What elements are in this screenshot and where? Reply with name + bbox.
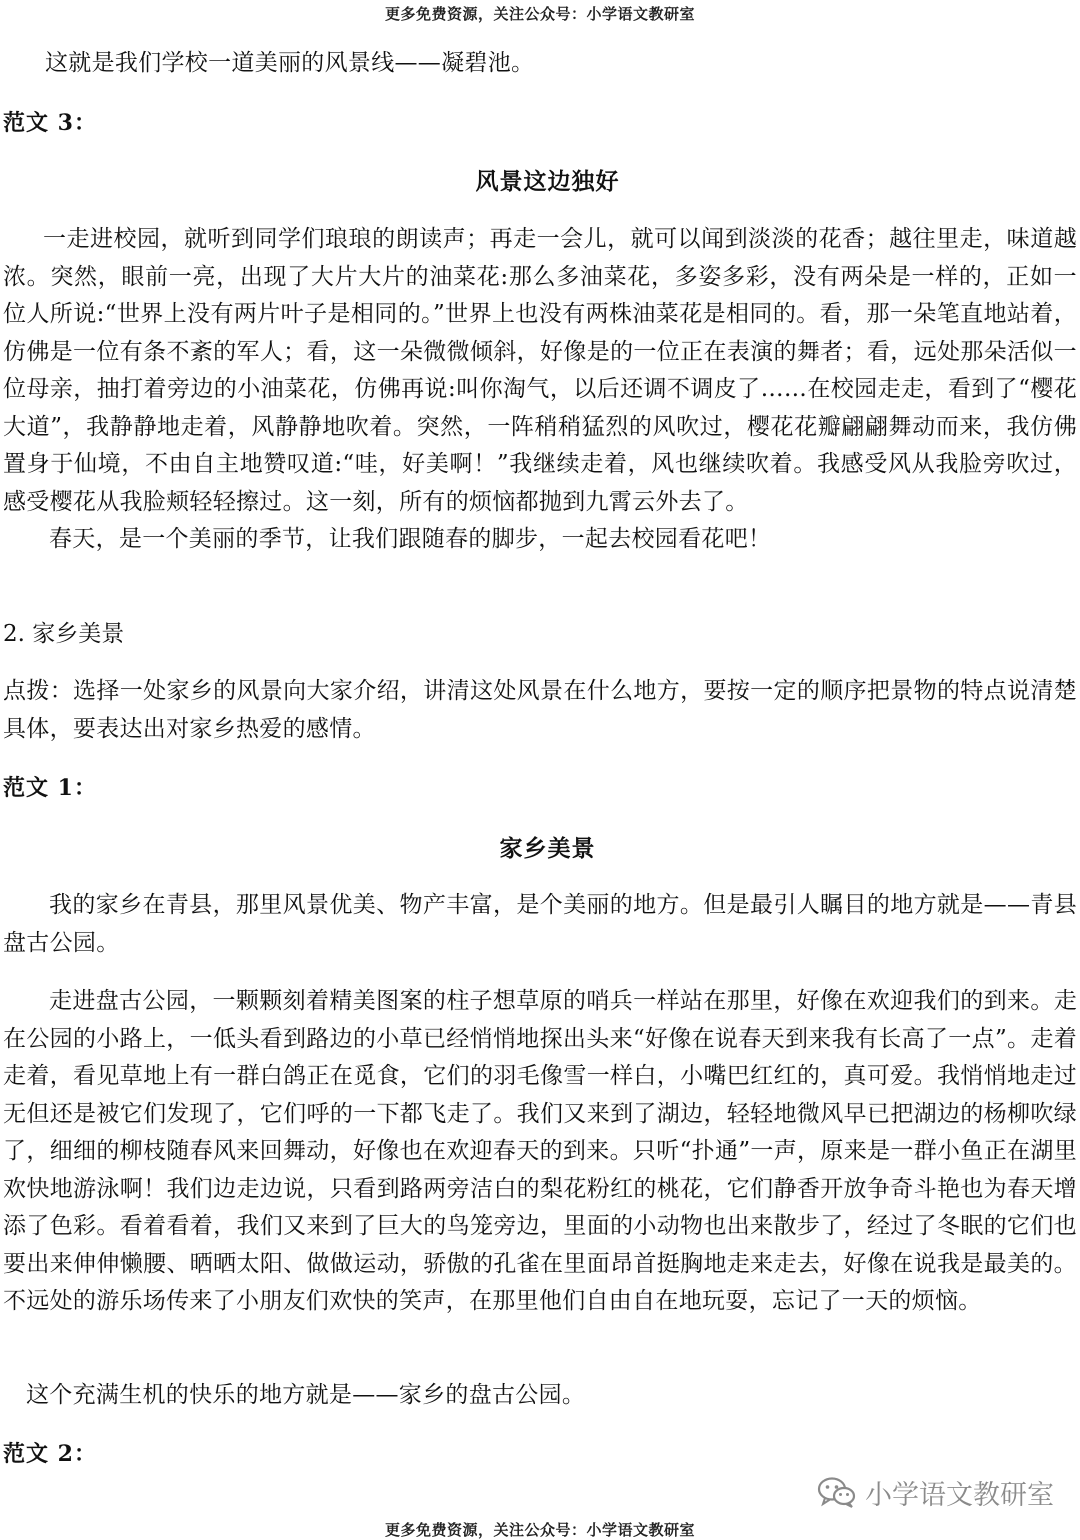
essay1-closing-block — [3, 1377, 1077, 1415]
watermark — [817, 1472, 1054, 1512]
essay3-label: 范文 3： — [3, 110, 97, 136]
section-tip-block — [3, 673, 1077, 748]
essay3-body — [3, 221, 1077, 559]
essay1-paragraph-2: 走进盘古公园，一颗颗刻着精美图案的柱子想草原的哨兵一样站在那里，好像在欢迎我们的到来。走在公园的小路上，一低头看到路边的小草已经悄悄地探出头来“好像在说春天到来我有长高了一点”。走着走着，看见草地上有一群白鸽正在觅食，它们的羽毛像雪一样白，小嘴巴红红的，真可爱。我悄悄地走过无但还是被它们发现了，它们呼的一下都飞走了。我们又来到了湖边，轻轻地微风早已把湖边的杨柳吹绿了，细细的柳枝随春风来回舞动，好像也在欢迎春天的到来。只听“扑通”一声，原来是一群小鱼正在湖里欢快地游泳啊！我们边走边说，只看到路两旁洁白的梨花粉红的桃花，它们静香开放争奇斗艳也为春天增添了色彩。看着看着，我们又来到了巨大的鸟笼旁边，里面的小动物也出来散步了，经过了冬眠的它们也要出来伸伸懒腰、晒晒太阳、做做运动，骄傲的孔雀在里面昂首挺胸地走来走去，好像在说我是最美的。不远处的游乐场传来了小朋友们欢快的笑声，在那里他们自由自在地玩耍，忘记了一天的烦恼。 — [3, 988, 1077, 1314]
essay3-paragraph-2: 春天，是一个美丽的季节，让我们跟随春的脚步，一起去校园看花吧！ — [49, 526, 772, 552]
essay1-intro-block — [3, 887, 1077, 962]
essay1-title: 家乡美景 — [499, 835, 596, 862]
essay3-title: 风景这边独好 — [475, 168, 620, 195]
essay2-label: 范文 2： — [3, 1441, 97, 1467]
page-header: 更多免费资源，关注公众号：小学语文教研室 — [384, 5, 695, 23]
watermark-text: 小学语文教研室 — [865, 1479, 1054, 1511]
essay1-paragraph-1: 我的家乡在青县，那里风景优美、物产丰富，是个美丽的地方。但是最引人瞩目的地方就是——青县盘古公园。 — [3, 892, 1077, 956]
essay1-label: 范文 1： — [3, 775, 97, 801]
wechat-icon — [817, 1475, 857, 1509]
intro-line-block — [3, 45, 1077, 83]
page-footer: 更多免费资源，关注公众号：小学语文教研室 — [384, 1521, 695, 1539]
essay1-main-block — [3, 983, 1077, 1321]
section-heading: 2. 家乡美景 — [3, 621, 125, 647]
essay3-paragraph-1: 一走进校园，就听到同学们琅琅的朗读声；再走一会儿，就可以闻到淡淡的花香；越往里走，味道越浓。突然，眼前一亮，出现了大片大片的油菜花:那么多油菜花，多姿多彩，没有两朵是一样的，正如一位人所说:“世界上没有两片叶子是相同的。”世界上也没有两株油菜花是相同的。看，那一朵笔直地站着，仿佛是一位有条不紊的军人；看，这一朵微微倾斜，好像是的一位正在表演的舞者；看，远处那朵活似一位母亲，抽打着旁边的小油菜花，仿佛再说:叫你淘气，以后还调不调皮了……在校园走走，看到了“樱花大道”，我静静地走着，风静静地吹着。突然，一阵稍稍猛烈的风吹过，樱花花瓣翩翩舞动而来，我仿佛置身于仙境，不由自主地赞叹道:“哇，好美啊！”我继续走着，风也继续吹着。我感受风从我脸旁吹过，感受樱花从我脸颊轻轻擦过。这一刻，所有的烦恼都抛到九霄云外去了。 — [3, 226, 1077, 515]
intro-line: 这就是我们学校一道美丽的风景线——凝碧池。 — [45, 50, 535, 76]
section-tip: 点拨：选择一处家乡的风景向大家介绍，讲清这处风景在什么地方，要按一定的顺序把景物的特点说清楚具体，要表达出对家乡热爱的感情。 — [3, 678, 1077, 742]
essay1-paragraph-3: 这个充满生机的快乐的地方就是——家乡的盘古公园。 — [26, 1382, 586, 1408]
